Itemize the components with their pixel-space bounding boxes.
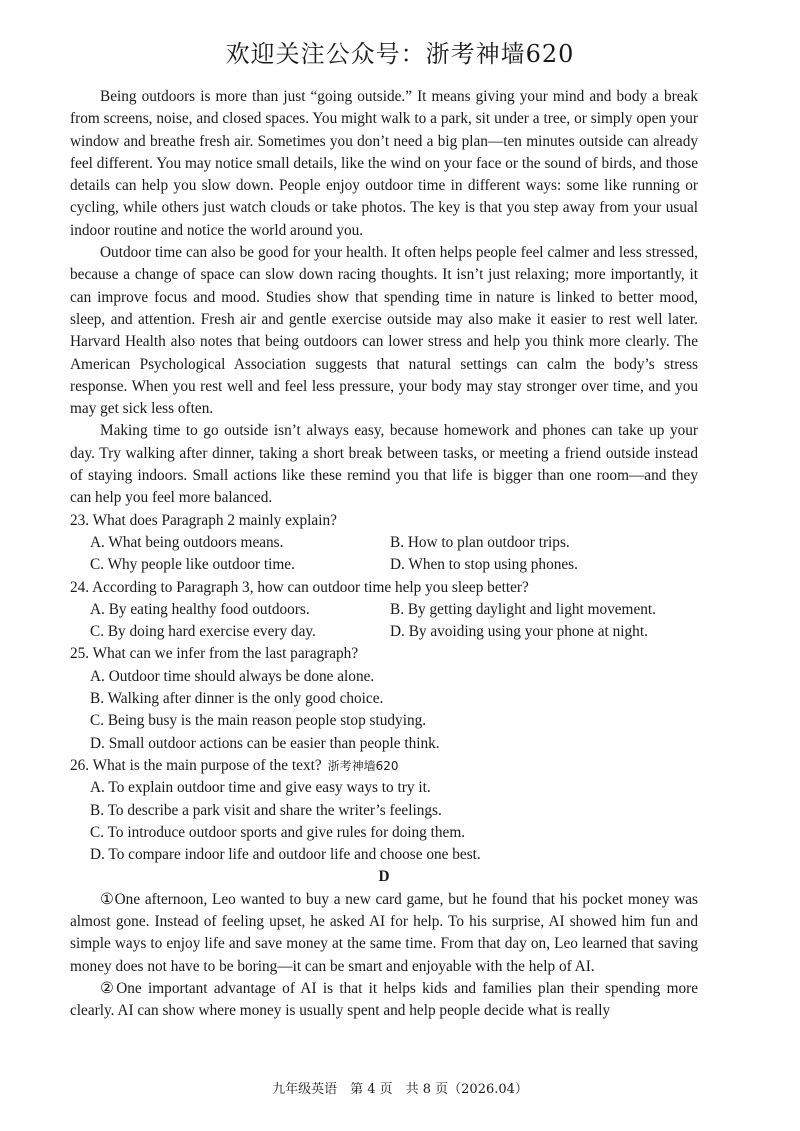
- passage-paragraph-2: Outdoor time can also be good for your health. It often helps people feel calmer and less stressed, because a change of space can slow down racing thoughts. It isn’t just relaxing; more importantly, it can improve focus and mood. Studies show that spending time in nature is linked to better mood, sleep, and attention. Fresh air and gentle exercise outside may also make it easier to rest well later. Harvard Health also notes that being outdoors can lower stress and help you think more clearly. The American Psychological Association suggests that natural settings can calm the body’s stress response. When you rest well and feel less pressure, your body may stay stronger over time, and you may get sick less often.: [70, 244, 698, 418]
- option-b: B. By getting daylight and light movement.: [390, 600, 656, 618]
- question-stem: 24. According to Paragraph 3, how can outdoor time help you sleep better?: [70, 578, 529, 596]
- option-c: C. To introduce outdoor sports and give rules for doing them.: [90, 823, 466, 841]
- question-25: [70, 643, 698, 754]
- option-a: A. By eating healthy food outdoors.: [90, 600, 310, 618]
- question-stem: 23. What does Paragraph 2 mainly explain?: [70, 511, 337, 529]
- section-d-paragraph-1: ①One afternoon, Leo wanted to buy a new card game, but he found that his pocket money was almost gone. Instead of feeling upset, he asked AI for help. To his surprise, AI showed him fun and simple ways to enjoy life and save money at the same time. From that day on, Leo learned that saving money does not have to be boring—it can be smart and enjoyable with the help of AI.: [70, 890, 698, 975]
- option-c: C. Being busy is the main reason people stop studying.: [90, 712, 427, 730]
- option-a: A. Outdoor time should always be done alone.: [90, 667, 375, 685]
- page-header: 欢迎关注公众号：浙考神墙620: [225, 40, 575, 68]
- option-d: D. When to stop using phones.: [390, 556, 578, 574]
- option-b: B. Walking after dinner is the only good choice.: [90, 690, 384, 708]
- section-title: D: [378, 868, 390, 886]
- option-a: A. What being outdoors means.: [90, 533, 284, 551]
- option-d: D. To compare indoor life and outdoor life and choose one best.: [90, 846, 481, 864]
- page-footer: 九年级英语 第 4 页 共 8 页（2026.04）: [272, 1082, 528, 1097]
- passage-paragraph-3: Making time to go outside isn’t always easy, because homework and phones can take up your day. Try walking after dinner, taking a short break between tasks, or meeting a friend outside instead of staying indoors. Small actions like these remind you that life is bigger than one room—and they can help you feel more balanced.: [70, 422, 698, 507]
- question-stem-row: [70, 755, 698, 777]
- section-d-paragraph-2: ②One important advantage of AI is that it helps kids and families plan their spending more clearly. AI can show where money is usually spent and help people decide what is really: [70, 979, 698, 1020]
- option-b: B. To describe a park visit and share the writer’s feelings.: [90, 801, 442, 819]
- question-23: [70, 510, 698, 577]
- passage-paragraph-1: Being outdoors is more than just “going outside.” It means giving your mind and body a break from screens, noise, and closed spaces. You might walk to a park, sit under a tree, or simply open your window and breathe fresh air. Sometimes you don’t need a big plan—ten minutes outside can already feel different. You may notice small details, like the wind on your face or the sound of birds, and those details can help you slow down. People enjoy outdoor time in different ways: some like running or cycling, while others just watch clouds or take photos. The key is that you step away from your usual indoor routine and notice the world around you.: [70, 88, 698, 239]
- question-26: [70, 755, 698, 866]
- question-24: [70, 577, 698, 644]
- option-d: D. Small outdoor actions can be easier than people think.: [90, 734, 440, 752]
- watermark-stamp: 浙考神墙620: [327, 758, 399, 773]
- question-stem: 25. What can we infer from the last paragraph?: [70, 645, 359, 663]
- option-c: C. By doing hard exercise every day.: [90, 623, 316, 641]
- exam-content: [70, 86, 698, 1022]
- option-b: B. How to plan outdoor trips.: [390, 533, 570, 551]
- option-c: C. Why people like outdoor time.: [90, 556, 295, 574]
- option-a: A. To explain outdoor time and give easy ways to try it.: [90, 779, 431, 797]
- question-stem: 26. What is the main purpose of the text?: [70, 756, 322, 774]
- option-d: D. By avoiding using your phone at night.: [390, 623, 648, 641]
